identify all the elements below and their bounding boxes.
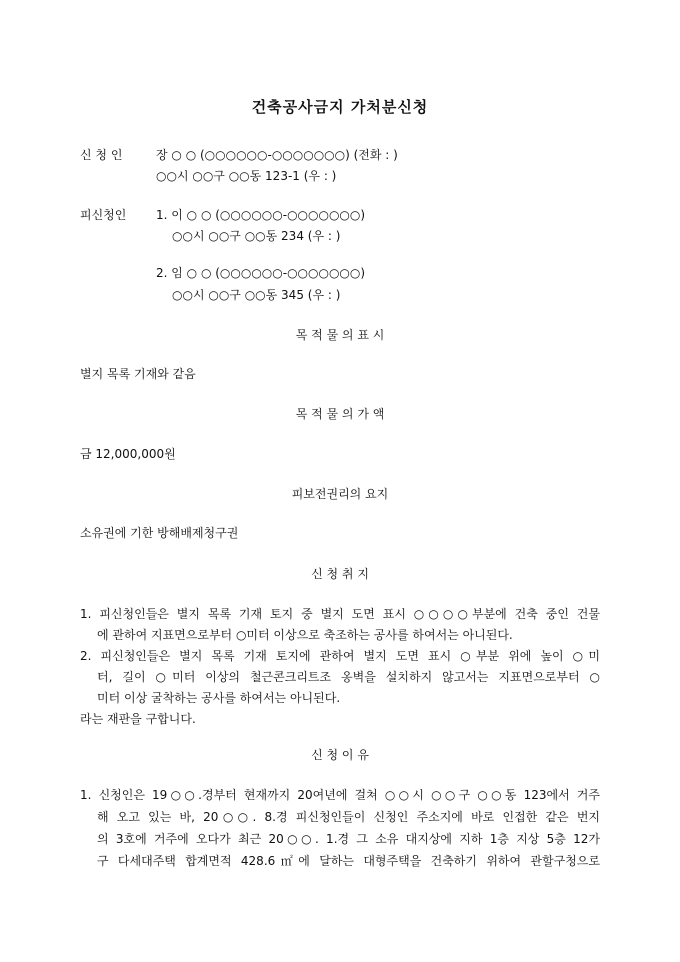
object-display-text: 별지 목록 기재와 같음 bbox=[80, 367, 196, 381]
reason-line: 구 다세대주택 합계면적 428.6㎡에 달하는 대형주택을 건축하기 위하여 관할구청으로 bbox=[97, 854, 600, 868]
respondent-2-address-line: ○○시 ○○구 ○○동 345 (우 : ) bbox=[172, 288, 341, 302]
applicant-label: 신 청 인 bbox=[80, 148, 123, 162]
respondent-1-address-line: ○○시 ○○구 ○○동 234 (우 : ) bbox=[172, 229, 341, 243]
purpose-line: 터, 길이 ○미터 이상의 철근콘크리트조 옹벽을 설치하지 않고서는 지표면으로부터 ○ bbox=[97, 670, 600, 684]
respondent-2-name-line: 2. 임 ○ ○ (○○○○○○-○○○○○○○) bbox=[156, 266, 366, 280]
purpose-line: 2. 피신청인들은 별지 목록 기재 토지에 관하여 별지 도면 표시 ○부분 위에 높이 ○미 bbox=[80, 649, 600, 663]
purpose-line: 미터 이상 굴착하는 공사를 하여서는 아니된다. bbox=[97, 691, 341, 705]
right-summary-text: 소유권에 기한 방해배제청구권 bbox=[80, 526, 239, 540]
respondent-1-name-line: 1. 이 ○ ○ (○○○○○○-○○○○○○○) bbox=[156, 208, 366, 222]
purpose-line: 1. 피신청인들은 별지 목록 기재 토지 중 별지 도면 표시 ○○○○부분에 건축 중인 건물 bbox=[80, 607, 600, 621]
purpose-heading: 신 청 취 지 bbox=[311, 567, 369, 581]
reason-line: 의 3호에 거주에 오다가 최근 20○○. 1.경 그 소유 대지상에 지하 1층 지상 5층 12가 bbox=[97, 832, 600, 846]
object-display-heading: 목 적 물 의 표 시 bbox=[295, 328, 385, 342]
purpose-line: 에 관하여 지표면으로부터 ○미터 이상으로 축조하는 공사를 하여서는 아니된다. bbox=[97, 628, 513, 642]
reason-heading: 신 청 이 유 bbox=[311, 748, 369, 762]
applicant-name-line: 장 ○ ○ (○○○○○○-○○○○○○○) (전화 : ) bbox=[156, 148, 398, 162]
object-value-text: 금 12,000,000원 bbox=[80, 447, 176, 461]
document-title: 건축공사금지 가처분신청 bbox=[251, 98, 429, 116]
right-summary-heading: 피보전권리의 요지 bbox=[291, 487, 389, 501]
reason-line: 해 오고 있는 바, 20○○. 8.경 피신청인들이 신청인 주소지에 바로 인접한 같은 번지 bbox=[97, 810, 600, 824]
purpose-closing: 라는 재판을 구합니다. bbox=[80, 712, 196, 726]
reason-line: 1. 신청인은 19○○.경부터 현재까지 20여년에 걸쳐 ○○시 ○○구 ○○동 123에서 거주 bbox=[80, 788, 600, 802]
applicant-address-line: ○○시 ○○구 ○○동 123-1 (우 : ) bbox=[156, 169, 337, 183]
respondent-label: 피신청인 bbox=[80, 208, 127, 222]
object-value-heading: 목 적 물 의 가 액 bbox=[295, 407, 385, 421]
